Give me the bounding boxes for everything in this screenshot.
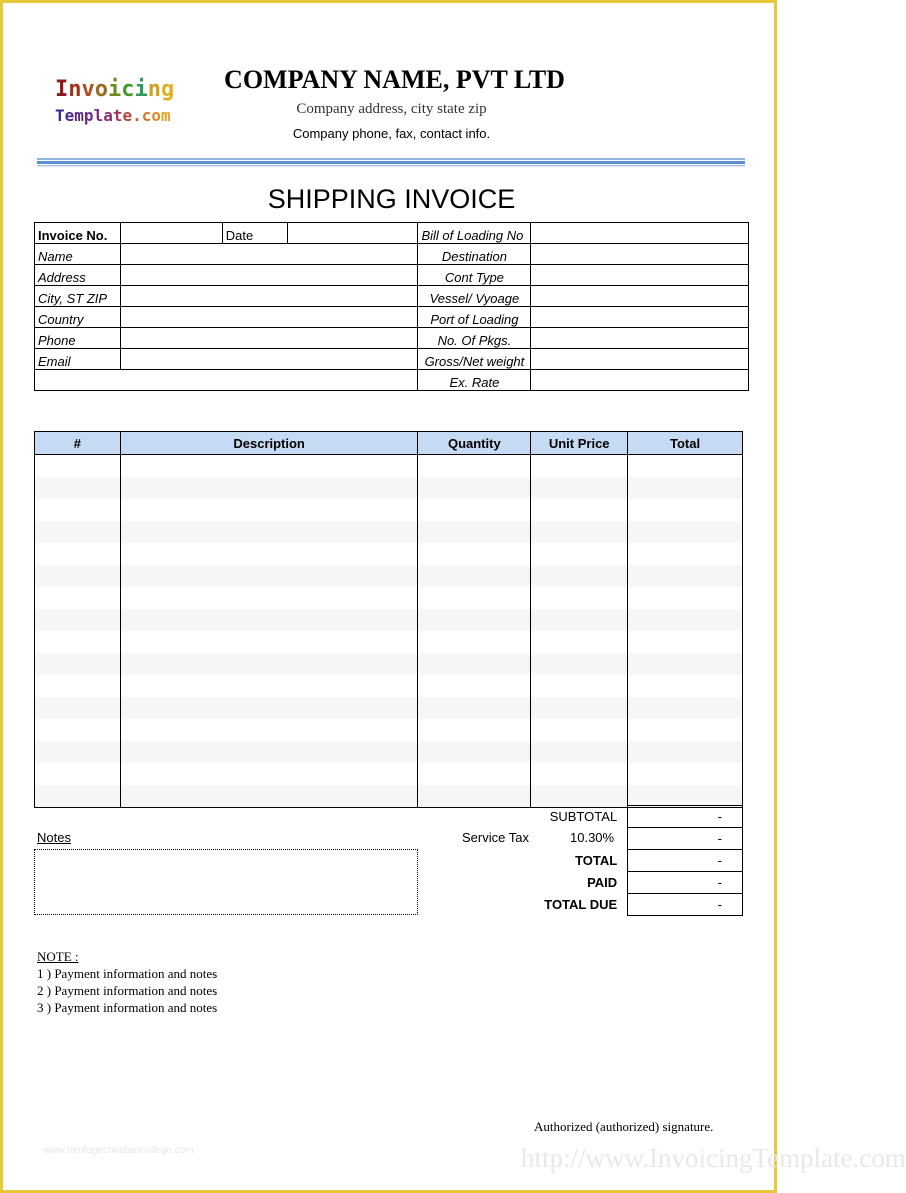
info-row bbox=[35, 223, 749, 244]
service-tax-label: Service Tax bbox=[462, 830, 529, 845]
item-quantity-cell[interactable] bbox=[418, 653, 531, 675]
table-row bbox=[35, 609, 743, 631]
paid-value[interactable]: - bbox=[628, 872, 743, 894]
note-line-1: 1 ) Payment information and notes bbox=[37, 966, 218, 981]
note-line-3: 3 ) Payment information and notes bbox=[37, 1000, 218, 1015]
item-total-cell[interactable] bbox=[628, 763, 743, 785]
logo-letter: T bbox=[55, 106, 65, 125]
paid-label: PAID bbox=[587, 875, 618, 890]
item-total-cell[interactable] bbox=[628, 675, 743, 697]
info-row bbox=[35, 349, 749, 370]
item-total-cell[interactable] bbox=[628, 587, 743, 609]
port-of-loading-label: Port of Loading bbox=[418, 307, 531, 328]
logo-letter: e bbox=[122, 106, 133, 125]
item-description-cell[interactable] bbox=[120, 785, 418, 808]
invoice-no-label: Invoice No. bbox=[35, 223, 121, 244]
item-description-cell[interactable] bbox=[120, 741, 418, 763]
authorized-signature: Authorized (authorized) signature. bbox=[534, 1119, 714, 1134]
item-quantity-cell[interactable] bbox=[418, 741, 531, 763]
item-quantity-cell[interactable] bbox=[418, 763, 531, 785]
item-quantity-cell[interactable] bbox=[418, 565, 531, 587]
gross-net-weight-field[interactable] bbox=[531, 349, 749, 370]
subtotal-row bbox=[420, 806, 743, 828]
item-unit-price-cell[interactable] bbox=[531, 675, 628, 697]
invoice-no-field[interactable] bbox=[120, 223, 222, 244]
watermark-url: http://www.InvoicingTemplate.com bbox=[521, 1143, 906, 1173]
header-divider bbox=[37, 155, 745, 169]
item-number-cell[interactable] bbox=[35, 521, 121, 543]
item-total-cell[interactable] bbox=[628, 719, 743, 741]
item-total-cell[interactable] bbox=[628, 455, 743, 478]
item-unit-price-cell[interactable] bbox=[531, 565, 628, 587]
item-description-cell[interactable] bbox=[120, 653, 418, 675]
faint-watermark-small: www.heritagechristiancollege.com bbox=[43, 1145, 194, 1156]
item-unit-price-cell[interactable] bbox=[531, 697, 628, 719]
destination-field[interactable] bbox=[531, 244, 749, 265]
table-row bbox=[35, 719, 743, 741]
table-row bbox=[35, 565, 743, 587]
item-number-cell[interactable] bbox=[35, 587, 121, 609]
item-unit-price-cell[interactable] bbox=[531, 587, 628, 609]
ex-rate-label: Ex. Rate bbox=[418, 370, 531, 391]
no-of-pkgs-label: No. Of Pkgs. bbox=[418, 328, 531, 349]
item-number-cell[interactable] bbox=[35, 609, 121, 631]
logo-letter: i bbox=[134, 77, 148, 102]
item-description-cell[interactable] bbox=[120, 631, 418, 653]
item-description-cell[interactable] bbox=[120, 719, 418, 741]
logo-letter: n bbox=[68, 77, 82, 102]
total-due-label: TOTAL DUE bbox=[544, 897, 618, 912]
item-quantity-cell[interactable] bbox=[418, 499, 531, 521]
table-row bbox=[35, 521, 743, 543]
item-quantity-cell[interactable] bbox=[418, 587, 531, 609]
info-row bbox=[35, 265, 749, 286]
phone-label: Phone bbox=[35, 328, 121, 349]
item-description-cell[interactable] bbox=[120, 697, 418, 719]
item-number-cell[interactable] bbox=[35, 543, 121, 565]
table-row bbox=[35, 631, 743, 653]
email-label: Email bbox=[35, 349, 121, 370]
destination-label: Destination bbox=[418, 244, 531, 265]
item-number-cell[interactable] bbox=[35, 631, 121, 653]
bill-of-loading-label: Bill of Loading No bbox=[418, 223, 531, 244]
notes-label: Notes bbox=[37, 830, 71, 845]
table-row bbox=[35, 587, 743, 609]
item-unit-price-cell[interactable] bbox=[531, 543, 628, 565]
logo-letter: a bbox=[103, 106, 113, 125]
item-unit-price-cell[interactable] bbox=[531, 521, 628, 543]
item-quantity-cell[interactable] bbox=[418, 543, 531, 565]
logo-letter: I bbox=[55, 77, 69, 102]
item-total-cell[interactable] bbox=[628, 499, 743, 521]
table-row bbox=[35, 697, 743, 719]
table-row bbox=[35, 499, 743, 521]
ex-rate-field[interactable] bbox=[531, 370, 749, 391]
item-quantity-cell[interactable] bbox=[418, 631, 531, 653]
logo-letter: p bbox=[83, 106, 94, 125]
item-number-cell[interactable] bbox=[35, 785, 121, 808]
item-unit-price-cell[interactable] bbox=[531, 719, 628, 741]
item-number-cell[interactable] bbox=[35, 565, 121, 587]
logo-letter: m bbox=[161, 106, 171, 125]
item-quantity-cell[interactable] bbox=[418, 521, 531, 543]
company-contact: Company phone, fax, contact info. bbox=[292, 126, 491, 141]
logo-letter: v bbox=[81, 77, 95, 102]
item-unit-price-cell[interactable] bbox=[531, 653, 628, 675]
item-total-cell[interactable] bbox=[628, 521, 743, 543]
logo-letter: o bbox=[94, 77, 108, 102]
item-unit-price-cell[interactable] bbox=[531, 477, 628, 499]
total-due-value[interactable]: - bbox=[628, 894, 743, 916]
line-items-body bbox=[35, 455, 743, 808]
item-number-cell[interactable] bbox=[35, 719, 121, 741]
item-number-cell[interactable] bbox=[35, 763, 121, 785]
item-description-cell[interactable] bbox=[120, 455, 418, 478]
table-row bbox=[35, 741, 743, 763]
company-name-text: COMPANY NAME, PVT LTD bbox=[224, 65, 565, 94]
item-number-cell[interactable] bbox=[35, 455, 121, 478]
bill-of-loading-field[interactable] bbox=[531, 223, 749, 244]
city-label: City, ST ZIP bbox=[35, 286, 121, 307]
info-row bbox=[35, 286, 749, 307]
info-row bbox=[35, 307, 749, 328]
total-due-row bbox=[420, 894, 743, 916]
info-row bbox=[35, 370, 749, 391]
country-field[interactable] bbox=[120, 307, 418, 328]
item-quantity-cell[interactable] bbox=[418, 609, 531, 631]
info-row bbox=[35, 244, 749, 265]
item-description-cell[interactable] bbox=[120, 543, 418, 565]
name-label: Name bbox=[35, 244, 121, 265]
col-header-unit-price: Unit Price bbox=[531, 432, 628, 455]
item-number-cell[interactable] bbox=[35, 697, 121, 719]
totals-table bbox=[420, 805, 743, 916]
item-quantity-cell[interactable] bbox=[418, 455, 531, 478]
subtotal-value[interactable]: - bbox=[628, 806, 743, 828]
no-of-pkgs-field[interactable] bbox=[531, 328, 749, 349]
logo-letter: c bbox=[141, 106, 152, 125]
item-total-cell[interactable] bbox=[628, 631, 743, 653]
address-field[interactable] bbox=[120, 265, 418, 286]
notes-box[interactable] bbox=[34, 849, 418, 915]
invoice-info-table bbox=[34, 222, 749, 391]
gross-net-weight-label: Gross/Net weight bbox=[418, 349, 531, 370]
logo-letter: m bbox=[74, 106, 84, 125]
cont-type-field[interactable] bbox=[531, 265, 749, 286]
vessel-field[interactable] bbox=[531, 286, 749, 307]
logo-letter: o bbox=[151, 106, 162, 125]
cont-type-label: Cont Type bbox=[418, 265, 531, 286]
item-number-cell[interactable] bbox=[35, 653, 121, 675]
city-field[interactable] bbox=[120, 286, 418, 307]
total-value[interactable]: - bbox=[628, 850, 743, 872]
item-total-cell[interactable] bbox=[628, 741, 743, 763]
item-unit-price-cell[interactable] bbox=[531, 455, 628, 478]
table-row bbox=[35, 543, 743, 565]
item-total-cell[interactable] bbox=[628, 543, 743, 565]
item-description-cell[interactable] bbox=[120, 587, 418, 609]
item-number-cell[interactable] bbox=[35, 477, 121, 499]
vessel-label: Vessel/ Vyoage bbox=[418, 286, 531, 307]
col-header-quantity: Quantity bbox=[418, 432, 531, 455]
country-label: Country bbox=[35, 307, 121, 328]
item-description-cell[interactable] bbox=[120, 521, 418, 543]
blank-field[interactable] bbox=[35, 370, 418, 391]
paid-row bbox=[420, 872, 743, 894]
item-number-cell[interactable] bbox=[35, 499, 121, 521]
logo-letter: t bbox=[112, 106, 123, 125]
line-items-table bbox=[34, 431, 743, 808]
col-header-description: Description bbox=[120, 432, 418, 455]
logo-letter: n bbox=[147, 77, 161, 102]
item-unit-price-cell[interactable] bbox=[531, 499, 628, 521]
date-label: Date bbox=[222, 223, 287, 244]
item-total-cell[interactable] bbox=[628, 565, 743, 587]
table-row bbox=[35, 675, 743, 697]
document-title: SHIPPING INVOICE bbox=[267, 184, 516, 214]
item-quantity-cell[interactable] bbox=[418, 697, 531, 719]
item-total-cell[interactable] bbox=[628, 609, 743, 631]
item-unit-price-cell[interactable] bbox=[531, 609, 628, 631]
service-tax-rate: 10.30% bbox=[570, 830, 615, 845]
logo-letter: i bbox=[108, 77, 122, 102]
item-number-cell[interactable] bbox=[35, 741, 121, 763]
total-row bbox=[420, 850, 743, 872]
total-label: TOTAL bbox=[575, 853, 618, 868]
note-line-2: 2 ) Payment information and notes bbox=[37, 983, 218, 998]
logo-letter: e bbox=[64, 106, 75, 125]
item-description-cell[interactable] bbox=[120, 763, 418, 785]
item-description-cell[interactable] bbox=[120, 565, 418, 587]
table-row bbox=[35, 477, 743, 499]
item-total-cell[interactable] bbox=[628, 477, 743, 499]
port-of-loading-field[interactable] bbox=[531, 307, 749, 328]
item-quantity-cell[interactable] bbox=[418, 675, 531, 697]
logo-letter: . bbox=[132, 106, 142, 125]
name-field[interactable] bbox=[120, 244, 418, 265]
note-heading: NOTE : bbox=[37, 949, 79, 964]
item-description-cell[interactable] bbox=[120, 609, 418, 631]
item-unit-price-cell[interactable] bbox=[531, 741, 628, 763]
company-name bbox=[3, 65, 780, 95]
col-header-number: # bbox=[35, 432, 121, 455]
table-row bbox=[35, 455, 743, 478]
date-field[interactable] bbox=[287, 223, 418, 244]
col-header-total: Total bbox=[628, 432, 743, 455]
logo-letter: c bbox=[121, 77, 135, 102]
email-field[interactable] bbox=[120, 349, 418, 370]
company-address: Company address, city state zip bbox=[296, 101, 487, 117]
item-description-cell[interactable] bbox=[120, 477, 418, 499]
item-unit-price-cell[interactable] bbox=[531, 763, 628, 785]
address-label: Address bbox=[35, 265, 121, 286]
item-quantity-cell[interactable] bbox=[418, 477, 531, 499]
logo-letter: l bbox=[93, 106, 104, 125]
service-tax-value[interactable]: - bbox=[628, 828, 743, 850]
item-description-cell[interactable] bbox=[120, 675, 418, 697]
item-description-cell[interactable] bbox=[120, 499, 418, 521]
item-unit-price-cell[interactable] bbox=[531, 631, 628, 653]
table-row bbox=[35, 763, 743, 785]
info-row bbox=[35, 328, 749, 349]
item-total-cell[interactable] bbox=[628, 653, 743, 675]
item-total-cell[interactable] bbox=[628, 697, 743, 719]
item-quantity-cell[interactable] bbox=[418, 719, 531, 741]
table-row bbox=[35, 653, 743, 675]
line-items-header bbox=[35, 432, 743, 455]
phone-field[interactable] bbox=[120, 328, 418, 349]
logo-letter: g bbox=[161, 77, 175, 102]
item-number-cell[interactable] bbox=[35, 675, 121, 697]
subtotal-label: SUBTOTAL bbox=[549, 809, 618, 824]
